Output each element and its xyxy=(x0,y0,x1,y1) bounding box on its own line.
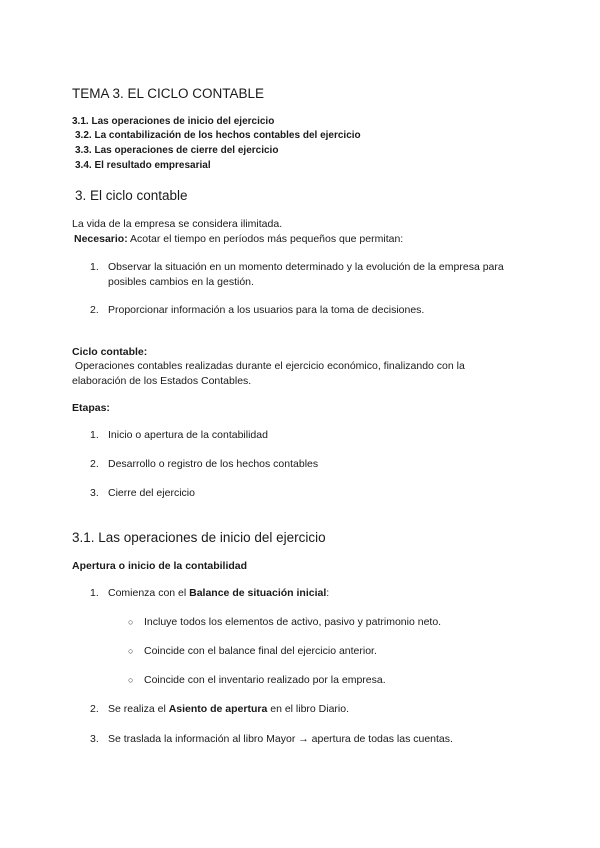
toc-item-3-3: 3.3. Las operaciones de cierre del ejercicio xyxy=(75,145,279,156)
intro-text: La vida de la empresa se considera ilimitada. xyxy=(72,218,283,230)
toc-item-3-4: 3.4. El resultado empresarial xyxy=(75,160,211,171)
ciclo-text-line2: elaboración de los Estados Contables. xyxy=(72,375,252,387)
etapa-number: 1. xyxy=(90,429,99,441)
list-item-text: Proporcionar información a los usuarios para la toma de decisiones. xyxy=(108,304,425,316)
ciclo-text-line1: Operaciones contables realizadas durante el ejercicio económico, finalizando con la xyxy=(74,360,465,372)
list-item-text xyxy=(108,703,349,715)
bullet-text: Coincide con el inventario realizado por la empresa. xyxy=(144,674,386,686)
list-item-text xyxy=(108,587,329,599)
doc-title: TEMA 3. EL CICLO CONTABLE xyxy=(72,86,265,101)
section-3-1-heading: 3.1. Las operaciones de inicio del ejercicio xyxy=(72,530,326,545)
bullet-text: Incluye todos los elementos de activo, pasivo y patrimonio neto. xyxy=(144,616,442,628)
list-number: 1. xyxy=(90,587,99,599)
apertura-subheading-text: Apertura o inicio de la contabilidad xyxy=(72,560,248,572)
ciclo-text xyxy=(72,360,465,372)
list-number: 2. xyxy=(90,703,99,715)
necesario-text: Acotar el tiempo en períodos más pequeños que permitan: xyxy=(127,233,404,245)
item1-pre: Comienza con el xyxy=(108,587,190,599)
necesario-line xyxy=(74,233,403,245)
list-number: 2. xyxy=(90,304,99,316)
etapa-text: Cierre del ejercicio xyxy=(108,487,195,499)
toc-item-3-2: 3.2. La contabilización de los hechos contables del ejercicio xyxy=(75,130,361,141)
bullet-circle-icon: ○ xyxy=(128,675,134,685)
toc-item-3-1: 3.1. Las operaciones de inicio del ejercicio xyxy=(72,116,275,127)
bullet-text: Coincide con el balance final del ejercicio anterior. xyxy=(144,645,377,657)
list-item-text-cont: posibles cambios en la gestión. xyxy=(108,276,254,288)
etapa-number: 2. xyxy=(90,458,99,470)
item2-bold: Asiento de apertura xyxy=(168,703,268,715)
list-item-text: Se traslada la información al libro Mayor → apertura de todas las cuentas. xyxy=(108,733,453,745)
list-item-text: Observar la situación en un momento determinado y la evolución de la empresa para xyxy=(108,261,504,273)
item2-post: en el libro Diario. xyxy=(267,703,350,715)
etapa-number: 3. xyxy=(90,487,99,499)
list-number: 1. xyxy=(90,261,99,273)
item1-bold: Balance de situación inicial xyxy=(189,587,327,599)
bullet-circle-icon: ○ xyxy=(128,617,134,627)
bullet-circle-icon: ○ xyxy=(128,646,134,656)
etapas-label xyxy=(72,402,110,414)
apertura-subheading xyxy=(72,560,247,572)
ciclo-label-text: Ciclo contable: xyxy=(72,346,148,358)
necesario-label: Necesario: xyxy=(74,233,128,245)
etapas-label-text: Etapas: xyxy=(72,402,110,414)
etapa-text: Desarrollo o registro de los hechos contables xyxy=(108,458,319,470)
list-number: 3. xyxy=(90,733,99,745)
ciclo-label xyxy=(72,346,147,358)
section-3-heading: 3. El ciclo contable xyxy=(75,188,188,203)
item1-post: : xyxy=(326,587,330,599)
etapa-text: Inicio o apertura de la contabilidad xyxy=(108,429,268,441)
item2-pre: Se realiza el xyxy=(108,703,169,715)
